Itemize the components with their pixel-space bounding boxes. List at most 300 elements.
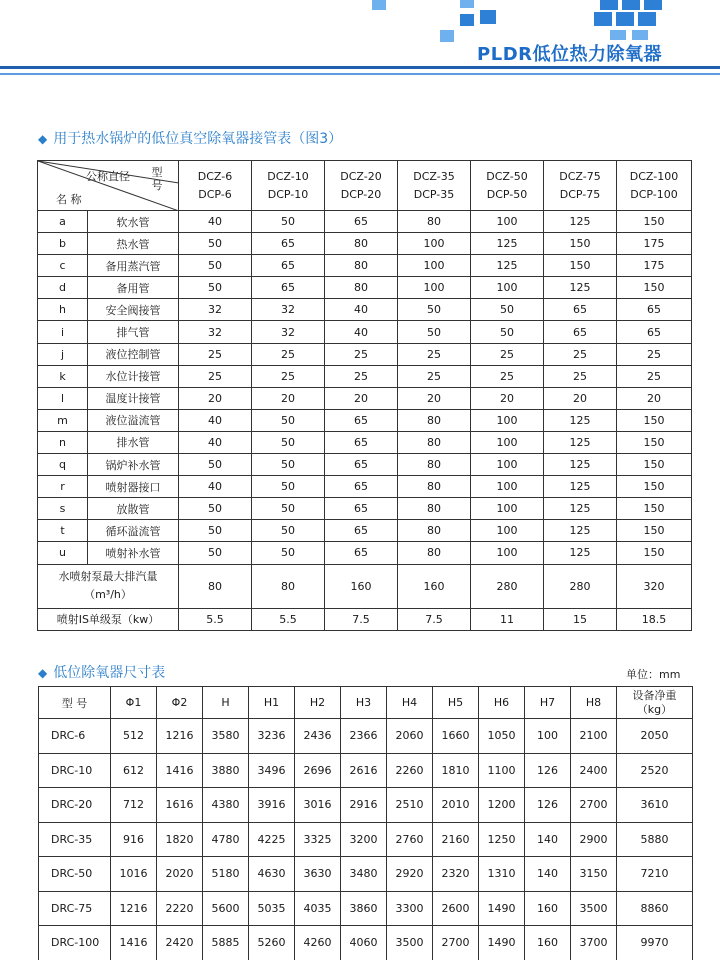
cell-value: 50 <box>179 277 252 299</box>
table-row <box>38 233 692 255</box>
cell-value: 65 <box>544 299 617 321</box>
cell-value: 125 <box>471 255 544 277</box>
cell-value: 5035 <box>249 891 295 926</box>
cell-value: 25 <box>617 343 692 365</box>
cell-value: 65 <box>617 321 692 343</box>
cell-value: 40 <box>325 321 398 343</box>
column-header: H4 <box>387 687 433 719</box>
cell-value: 25 <box>252 365 325 387</box>
column-header: H <box>203 687 249 719</box>
cell-value: 50 <box>179 498 252 520</box>
cell-value: 20 <box>398 387 471 409</box>
cell-value: 32 <box>179 299 252 321</box>
cell-value: 125 <box>544 409 617 431</box>
cell-value: 50 <box>179 454 252 476</box>
cell-value: 65 <box>325 409 398 431</box>
cell-value: 65 <box>544 321 617 343</box>
cell-value: 3236 <box>249 719 295 754</box>
cell-value: 3150 <box>571 857 617 892</box>
row-code: c <box>38 255 88 277</box>
row-name: 液位控制管 <box>88 343 179 365</box>
cell-value: 50 <box>398 321 471 343</box>
cell-value: 125 <box>544 211 617 233</box>
cell-value: 2700 <box>571 788 617 823</box>
cell-value: 5885 <box>203 926 249 960</box>
cell-value: 2616 <box>341 753 387 788</box>
cell-value: 125 <box>544 498 617 520</box>
table-row <box>39 926 693 960</box>
cell-value: 2320 <box>433 857 479 892</box>
cell-value: 1810 <box>433 753 479 788</box>
row-code: t <box>38 520 88 542</box>
diag-header-model: 型号 <box>151 166 163 192</box>
row-code: h <box>38 299 88 321</box>
cell-value: 65 <box>617 299 692 321</box>
cell-value: 150 <box>544 233 617 255</box>
cell-value: 916 <box>111 822 157 857</box>
model-cell: DRC-10 <box>39 753 111 788</box>
cell-value: 4225 <box>249 822 295 857</box>
cell-value: 512 <box>111 719 157 754</box>
row-name: 放散管 <box>88 498 179 520</box>
model-cell: DRC-35 <box>39 822 111 857</box>
cell-value: 80 <box>398 542 471 564</box>
cell-value: 1490 <box>479 891 525 926</box>
row-code: d <box>38 277 88 299</box>
exhaust-value: 320 <box>617 564 692 608</box>
cell-value: 100 <box>398 255 471 277</box>
row-code: u <box>38 542 88 564</box>
cell-value: 80 <box>398 409 471 431</box>
cell-value: 40 <box>179 476 252 498</box>
row-name: 锅炉补水管 <box>88 454 179 476</box>
table-row <box>38 454 692 476</box>
cell-value: 100 <box>471 520 544 542</box>
row-name: 软水管 <box>88 211 179 233</box>
cell-value: 4060 <box>341 926 387 960</box>
cell-value: 3860 <box>341 891 387 926</box>
model-cell: DRC-6 <box>39 719 111 754</box>
cell-value: 140 <box>525 822 571 857</box>
section2-title-row <box>38 662 165 682</box>
cell-value: 2510 <box>387 788 433 823</box>
cell-value: 65 <box>325 542 398 564</box>
cell-value: 160 <box>525 926 571 960</box>
cell-value: 40 <box>179 211 252 233</box>
unit-label: 单位：mm <box>626 668 681 681</box>
cell-value: 3880 <box>203 753 249 788</box>
table-row <box>38 498 692 520</box>
cell-value: 65 <box>325 454 398 476</box>
cell-value: 2916 <box>341 788 387 823</box>
cell-value: 1250 <box>479 822 525 857</box>
exhaust-value: 160 <box>398 564 471 608</box>
header-rule <box>0 66 720 69</box>
cell-value: 80 <box>398 498 471 520</box>
column-header-weight: 设备净重 （kg） <box>617 687 693 719</box>
model-header: DCZ-100 DCP-100 <box>617 161 692 211</box>
cell-value: 80 <box>325 255 398 277</box>
cell-value: 5260 <box>249 926 295 960</box>
row-name: 热水管 <box>88 233 179 255</box>
model-cell: DRC-20 <box>39 788 111 823</box>
cell-value: 126 <box>525 753 571 788</box>
cell-value: 3630 <box>295 857 341 892</box>
row-name: 排水管 <box>88 431 179 453</box>
row-name: 水位计接管 <box>88 365 179 387</box>
cell-value: 175 <box>617 255 692 277</box>
model-cell: DRC-100 <box>39 926 111 960</box>
cell-value: 126 <box>525 788 571 823</box>
table-row <box>39 719 693 754</box>
cell-value: 50 <box>471 299 544 321</box>
cell-value: 20 <box>252 387 325 409</box>
cell-value: 100 <box>471 542 544 564</box>
cell-value: 150 <box>617 277 692 299</box>
cell-value: 5600 <box>203 891 249 926</box>
table-row <box>39 857 693 892</box>
cell-value: 2160 <box>433 822 479 857</box>
cell-value: 80 <box>325 233 398 255</box>
row-code: s <box>38 498 88 520</box>
table-row <box>38 365 692 387</box>
cell-value: 25 <box>544 343 617 365</box>
cell-value: 3580 <box>203 719 249 754</box>
row-code: a <box>38 211 88 233</box>
pump-value: 7.5 <box>325 608 398 630</box>
model-header: DCZ-50 DCP-50 <box>471 161 544 211</box>
cell-value: 25 <box>325 343 398 365</box>
cell-value: 100 <box>471 431 544 453</box>
table-row <box>38 431 692 453</box>
row-name: 安全阀接管 <box>88 299 179 321</box>
table-row <box>39 788 693 823</box>
cell-value: 50 <box>252 520 325 542</box>
cell-value: 2600 <box>433 891 479 926</box>
pump-value: 15 <box>544 608 617 630</box>
cell-value: 3480 <box>341 857 387 892</box>
cell-value: 712 <box>111 788 157 823</box>
cell-value: 4260 <box>295 926 341 960</box>
cell-value: 1616 <box>157 788 203 823</box>
table-row <box>38 476 692 498</box>
cell-value: 125 <box>544 454 617 476</box>
cell-value: 50 <box>252 431 325 453</box>
cell-value: 80 <box>398 476 471 498</box>
cell-value: 125 <box>544 542 617 564</box>
cell-value: 2366 <box>341 719 387 754</box>
cell-value: 50 <box>471 321 544 343</box>
model-cell: DRC-50 <box>39 857 111 892</box>
table-row <box>38 277 692 299</box>
cell-value: 3300 <box>387 891 433 926</box>
cell-value: 3500 <box>571 891 617 926</box>
cell-value: 20 <box>325 387 398 409</box>
cell-value: 50 <box>179 233 252 255</box>
cell-value: 2010 <box>433 788 479 823</box>
cell-value: 25 <box>471 343 544 365</box>
cell-value: 65 <box>325 211 398 233</box>
cell-value: 40 <box>179 431 252 453</box>
cell-value: 25 <box>398 365 471 387</box>
cell-value: 3500 <box>387 926 433 960</box>
cell-value: 2520 <box>617 753 693 788</box>
cell-value: 150 <box>617 409 692 431</box>
cell-value: 50 <box>398 299 471 321</box>
cell-value: 20 <box>179 387 252 409</box>
cell-value: 125 <box>544 520 617 542</box>
cell-value: 1216 <box>157 719 203 754</box>
cell-value: 3496 <box>249 753 295 788</box>
diagonal-header-cell <box>38 161 179 211</box>
cell-value: 32 <box>179 321 252 343</box>
cell-value: 2100 <box>571 719 617 754</box>
cell-value: 1200 <box>479 788 525 823</box>
pump-label: 喷射IS单级泵（kw） <box>38 608 179 630</box>
exhaust-value: 160 <box>325 564 398 608</box>
cell-value: 65 <box>325 520 398 542</box>
cell-value: 100 <box>471 211 544 233</box>
cell-value: 160 <box>525 891 571 926</box>
table-row <box>38 520 692 542</box>
pump-value: 18.5 <box>617 608 692 630</box>
row-name: 备用蒸汽管 <box>88 255 179 277</box>
model-header: DCZ-6 DCP-6 <box>179 161 252 211</box>
cell-value: 4380 <box>203 788 249 823</box>
cell-value: 32 <box>252 299 325 321</box>
row-code: r <box>38 476 88 498</box>
cell-value: 50 <box>252 476 325 498</box>
row-code: k <box>38 365 88 387</box>
exhaust-value: 80 <box>252 564 325 608</box>
cell-value: 150 <box>617 431 692 453</box>
cell-value: 9970 <box>617 926 693 960</box>
cell-value: 1416 <box>157 753 203 788</box>
cell-value: 20 <box>544 387 617 409</box>
cell-value: 25 <box>252 343 325 365</box>
cell-value: 1820 <box>157 822 203 857</box>
cell-value: 2900 <box>571 822 617 857</box>
pump-value: 11 <box>471 608 544 630</box>
column-header: Φ2 <box>157 687 203 719</box>
cell-value: 50 <box>252 409 325 431</box>
cell-value: 50 <box>179 542 252 564</box>
cell-value: 2920 <box>387 857 433 892</box>
model-cell: DRC-75 <box>39 891 111 926</box>
table-row <box>38 542 692 564</box>
cell-value: 1016 <box>111 857 157 892</box>
table-row <box>38 211 692 233</box>
model-header: DCZ-10 DCP-10 <box>252 161 325 211</box>
cell-value: 1310 <box>479 857 525 892</box>
cell-value: 80 <box>398 211 471 233</box>
pipe-connection-table <box>37 160 692 631</box>
model-header: DCZ-35 DCP-35 <box>398 161 471 211</box>
cell-value: 40 <box>179 409 252 431</box>
cell-value: 32 <box>252 321 325 343</box>
column-header: H8 <box>571 687 617 719</box>
cell-value: 65 <box>325 498 398 520</box>
row-name: 排气管 <box>88 321 179 343</box>
cell-value: 150 <box>617 520 692 542</box>
table-row <box>39 822 693 857</box>
cell-value: 50 <box>179 520 252 542</box>
cell-value: 3200 <box>341 822 387 857</box>
cell-value: 2220 <box>157 891 203 926</box>
cell-value: 2060 <box>387 719 433 754</box>
column-header: H3 <box>341 687 387 719</box>
cell-value: 100 <box>398 233 471 255</box>
cell-value: 4780 <box>203 822 249 857</box>
cell-value: 3325 <box>295 822 341 857</box>
cell-value: 2760 <box>387 822 433 857</box>
pump-value: 5.5 <box>179 608 252 630</box>
cell-value: 25 <box>179 343 252 365</box>
table-row <box>38 255 692 277</box>
row-code: m <box>38 409 88 431</box>
cell-value: 5880 <box>617 822 693 857</box>
cell-value: 3700 <box>571 926 617 960</box>
cell-value: 175 <box>617 233 692 255</box>
column-header: Φ1 <box>111 687 157 719</box>
cell-value: 2700 <box>433 926 479 960</box>
cell-value: 100 <box>471 277 544 299</box>
cell-value: 2696 <box>295 753 341 788</box>
cell-value: 100 <box>471 498 544 520</box>
cell-value: 100 <box>525 719 571 754</box>
cell-value: 140 <box>525 857 571 892</box>
cell-value: 100 <box>471 454 544 476</box>
cell-value: 1660 <box>433 719 479 754</box>
cell-value: 20 <box>471 387 544 409</box>
cell-value: 3610 <box>617 788 693 823</box>
column-header: H2 <box>295 687 341 719</box>
column-header: 型 号 <box>39 687 111 719</box>
pump-value: 7.5 <box>398 608 471 630</box>
pump-value: 5.5 <box>252 608 325 630</box>
diag-header-diameter: 公称直径 <box>86 170 130 183</box>
cell-value: 50 <box>252 454 325 476</box>
cell-value: 8860 <box>617 891 693 926</box>
cell-value: 65 <box>325 431 398 453</box>
row-name: 备用管 <box>88 277 179 299</box>
column-header: H1 <box>249 687 295 719</box>
cell-value: 65 <box>252 277 325 299</box>
row-code: l <box>38 387 88 409</box>
cell-value: 1216 <box>111 891 157 926</box>
cell-value: 80 <box>398 454 471 476</box>
cell-value: 125 <box>544 277 617 299</box>
row-name: 液位溢流管 <box>88 409 179 431</box>
cell-value: 7210 <box>617 857 693 892</box>
table-row <box>38 343 692 365</box>
cell-value: 50 <box>252 211 325 233</box>
cell-value: 3916 <box>249 788 295 823</box>
row-code: n <box>38 431 88 453</box>
row-code: j <box>38 343 88 365</box>
row-name: 循环溢流管 <box>88 520 179 542</box>
cell-value: 50 <box>179 255 252 277</box>
cell-value: 50 <box>252 542 325 564</box>
cell-value: 100 <box>398 277 471 299</box>
cell-value: 2050 <box>617 719 693 754</box>
cell-value: 25 <box>398 343 471 365</box>
cell-value: 100 <box>471 476 544 498</box>
cell-value: 150 <box>617 498 692 520</box>
table-row <box>39 891 693 926</box>
cell-value: 25 <box>544 365 617 387</box>
cell-value: 1416 <box>111 926 157 960</box>
cell-value: 65 <box>252 233 325 255</box>
dimension-table <box>38 686 693 960</box>
cell-value: 80 <box>398 520 471 542</box>
cell-value: 65 <box>252 255 325 277</box>
header-rule-thin <box>0 73 720 75</box>
diamond-bullet-icon: ◆ <box>38 132 48 146</box>
cell-value: 1100 <box>479 753 525 788</box>
cell-value: 150 <box>617 211 692 233</box>
cell-value: 40 <box>325 299 398 321</box>
cell-value: 2400 <box>571 753 617 788</box>
cell-value: 1490 <box>479 926 525 960</box>
cell-value: 4630 <box>249 857 295 892</box>
cell-value: 125 <box>544 476 617 498</box>
cell-value: 5180 <box>203 857 249 892</box>
row-name: 温度计接管 <box>88 387 179 409</box>
diamond-bullet-icon: ◆ <box>38 666 48 680</box>
cell-value: 3016 <box>295 788 341 823</box>
cell-value: 150 <box>617 542 692 564</box>
table-row <box>38 299 692 321</box>
row-code: b <box>38 233 88 255</box>
cell-value: 2020 <box>157 857 203 892</box>
row-code: q <box>38 454 88 476</box>
row-code: i <box>38 321 88 343</box>
cell-value: 1050 <box>479 719 525 754</box>
section2-title: 低位除氧器尺寸表 <box>53 665 166 681</box>
cell-value: 150 <box>617 476 692 498</box>
cell-value: 150 <box>617 454 692 476</box>
cell-value: 20 <box>617 387 692 409</box>
exhaust-value: 280 <box>471 564 544 608</box>
exhaust-value: 280 <box>544 564 617 608</box>
column-header: H6 <box>479 687 525 719</box>
cell-value: 25 <box>179 365 252 387</box>
cell-value: 80 <box>325 277 398 299</box>
row-name: 喷射器接口 <box>88 476 179 498</box>
cell-value: 25 <box>471 365 544 387</box>
diag-header-name: 名 称 <box>56 193 82 206</box>
table-row <box>38 409 692 431</box>
cell-value: 25 <box>325 365 398 387</box>
row-name: 喷射补水管 <box>88 542 179 564</box>
section1-title-row <box>38 128 342 148</box>
cell-value: 2260 <box>387 753 433 788</box>
cell-value: 612 <box>111 753 157 788</box>
cell-value: 100 <box>471 409 544 431</box>
cell-value: 150 <box>544 255 617 277</box>
cell-value: 80 <box>398 431 471 453</box>
model-header: DCZ-75 DCP-75 <box>544 161 617 211</box>
cell-value: 125 <box>471 233 544 255</box>
cell-value: 125 <box>544 431 617 453</box>
column-header: H7 <box>525 687 571 719</box>
cell-value: 25 <box>617 365 692 387</box>
cell-value: 50 <box>252 498 325 520</box>
cell-value: 2420 <box>157 926 203 960</box>
cell-value: 4035 <box>295 891 341 926</box>
table-row <box>39 753 693 788</box>
